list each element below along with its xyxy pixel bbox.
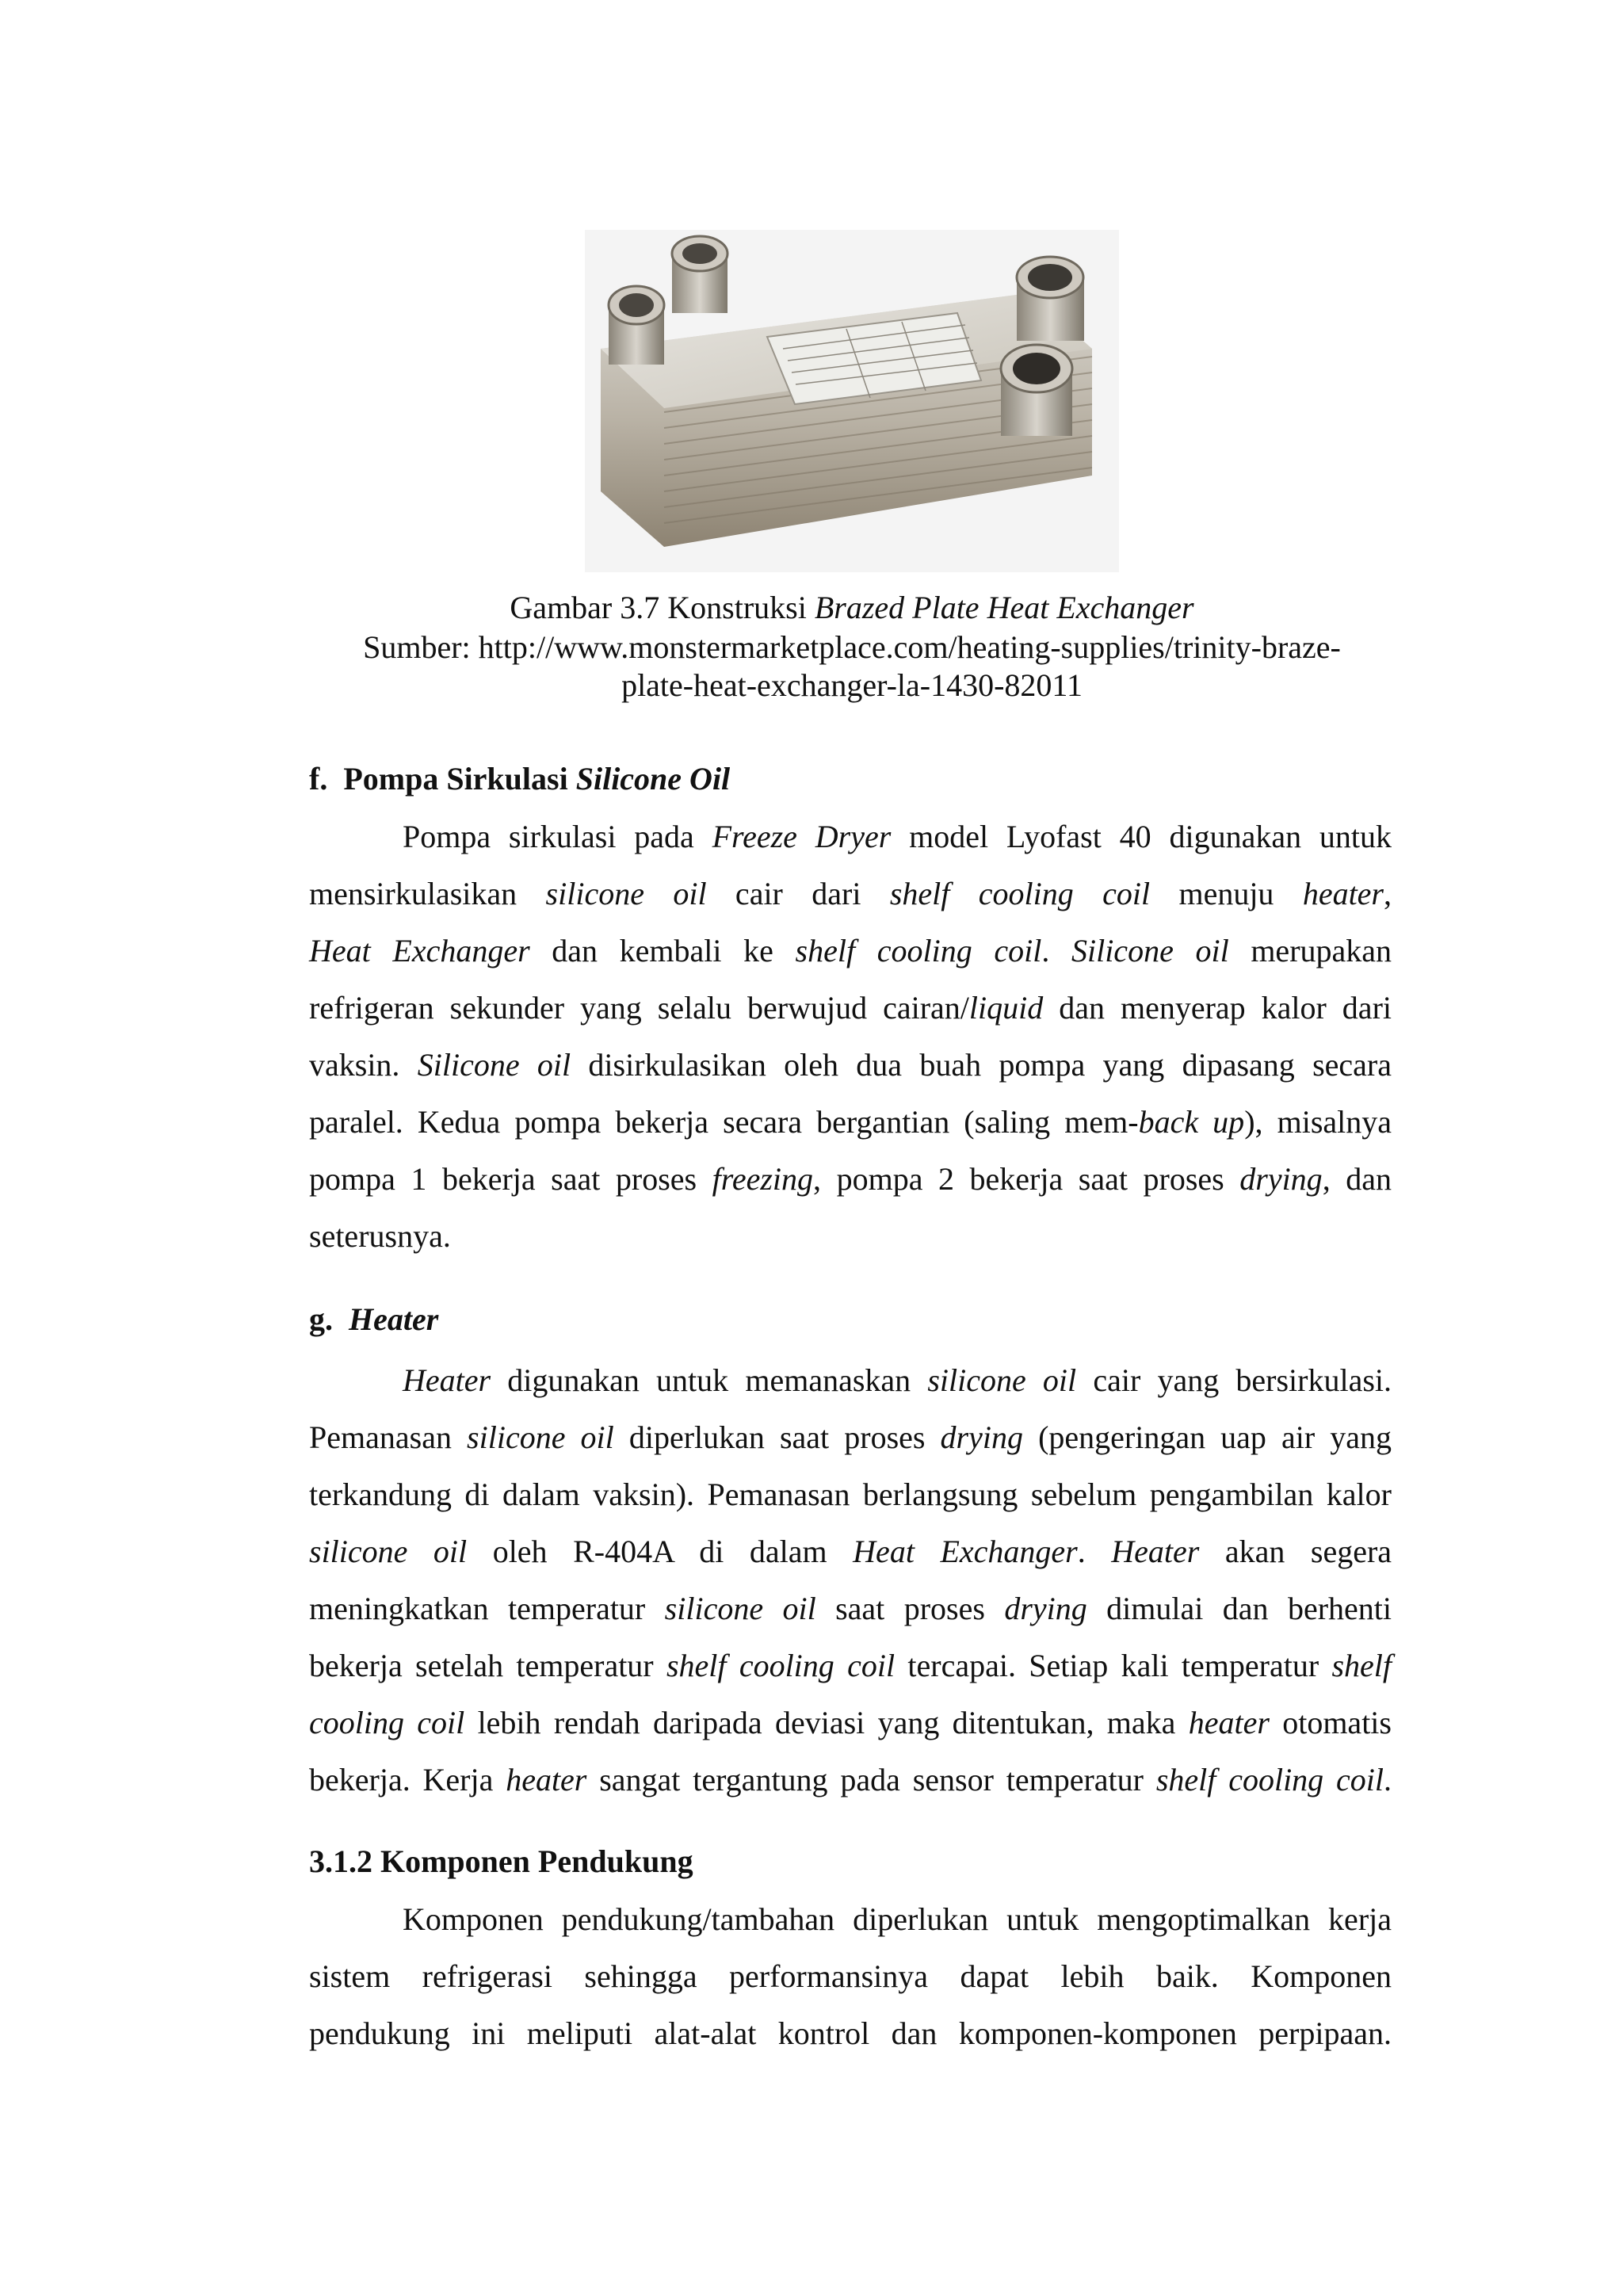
section-312-paragraph: [309, 1891, 1392, 2062]
section-f-heading-italic: Silicone Oil: [575, 761, 731, 797]
italic-term: silicone oil: [664, 1591, 816, 1626]
italic-term: drying: [1004, 1591, 1087, 1626]
text-run: cair yang bersirkulasi.: [1076, 1362, 1392, 1398]
italic-term: Freeze Dryer: [712, 819, 892, 854]
italic-term: cooling coil: [309, 1705, 465, 1740]
text-run: Pemanasan: [309, 1419, 468, 1455]
italic-term: silicone oil: [545, 876, 707, 911]
text-line: [309, 1523, 1392, 1580]
section-g-paragraph: [309, 1352, 1392, 1809]
text-run: diperlukan saat proses: [613, 1419, 941, 1455]
text-run: digunakan untuk memanaskan: [491, 1362, 928, 1398]
italic-term: heater: [506, 1762, 587, 1797]
text-run: .: [1077, 1534, 1112, 1569]
text-run: pendukung ini meliputi alat-alat kontrol dan komponen-komponen perpipaan.: [309, 2015, 1392, 2051]
text-run: cair dari: [706, 876, 890, 911]
italic-term: Silicone oil: [1071, 933, 1229, 968]
text-line: [309, 2005, 1392, 2062]
italic-term: drying: [940, 1419, 1023, 1455]
italic-term: shelf cooling coil: [889, 876, 1151, 911]
text-line: [309, 1409, 1392, 1466]
text-line: [309, 1580, 1392, 1637]
text-line: [309, 1891, 1392, 1948]
italic-term: heater: [1302, 876, 1384, 911]
text-line: [309, 980, 1392, 1037]
figure-source-line-1: Sumber: http://www.monstermarketplace.com/heating-supplies/trinity-braze-: [363, 629, 1341, 665]
text-run: vaksin.: [309, 1047, 418, 1083]
text-run: akan segera: [1199, 1534, 1392, 1569]
text-run: mensirkulasikan: [309, 876, 546, 911]
text-run: lebih rendah daripada deviasi yang ditentukan, maka: [464, 1705, 1189, 1740]
text-line: [309, 808, 1392, 865]
text-run: Pompa sirkulasi pada: [403, 819, 712, 854]
text-run: paralel. Kedua pompa bekerja secara bergantian (saling mem-: [309, 1104, 1139, 1140]
italic-term: shelf cooling coil: [1155, 1762, 1384, 1797]
text-run: Komponen pendukung/tambahan diperlukan untuk mengoptimalkan kerja: [403, 1901, 1392, 1937]
text-run: tercapai. Setiap kali temperatur: [895, 1648, 1332, 1683]
text-run: sistem refrigerasi sehingga performansinya dapat lebih baik. Komponen: [309, 1958, 1392, 1994]
text-run: , dan: [1322, 1161, 1392, 1197]
text-run: .: [1041, 933, 1071, 968]
text-run: otomatis: [1269, 1705, 1392, 1740]
text-run: seterusnya.: [309, 1218, 451, 1254]
italic-term: silicone oil: [927, 1362, 1077, 1398]
heat-exchanger-photo: [585, 230, 1119, 572]
text-run: , pompa 2 bekerja saat proses: [813, 1161, 1240, 1197]
caption-italic: Brazed Plate Heat Exchanger: [814, 590, 1194, 625]
text-line: [309, 1694, 1392, 1752]
text-run: merupakan: [1228, 933, 1392, 968]
text-run: sangat tergantung pada sensor temperatur: [586, 1762, 1156, 1797]
text-run: saat proses: [815, 1591, 1005, 1626]
text-line: [309, 1352, 1392, 1409]
text-run: dimulai dan berhenti: [1086, 1591, 1392, 1626]
text-line: [309, 1094, 1392, 1151]
text-run: ,: [1384, 876, 1392, 911]
text-run: .: [1384, 1762, 1392, 1797]
heat-exchanger-illustration: [585, 230, 1119, 572]
text-line: [309, 865, 1392, 923]
section-312-heading: 3.1.2 Komponen Pendukung: [309, 1843, 693, 1879]
text-line: [309, 1208, 1392, 1265]
text-run: pompa 1 bekerja saat proses: [309, 1161, 712, 1197]
italic-term: Heat Exchanger: [309, 933, 530, 968]
text-line: [309, 1466, 1392, 1523]
text-run: (pengeringan uap air yang: [1022, 1419, 1392, 1455]
section-g-heading-prefix: g.: [309, 1301, 349, 1337]
text-run: refrigeran sekunder yang selalu berwujud cairan/: [309, 990, 969, 1026]
text-line: [309, 923, 1392, 980]
section-g-heading: [309, 1301, 438, 1338]
italic-term: back up: [1138, 1104, 1245, 1140]
caption-prefix: Gambar 3.7 Konstruksi: [510, 590, 815, 625]
italic-term: freezing: [712, 1161, 814, 1197]
italic-term: heater: [1188, 1705, 1270, 1740]
section-f-heading: [309, 761, 730, 797]
text-run: disirkulasikan oleh dua buah pompa yang dipasang secara: [571, 1047, 1392, 1083]
text-run: dan menyerap kalor dari: [1043, 990, 1392, 1026]
text-run: bekerja. Kerja: [309, 1762, 506, 1797]
text-line: [309, 1948, 1392, 2005]
italic-term: liquid: [968, 990, 1044, 1026]
italic-term: Heater: [1111, 1534, 1200, 1569]
italic-term: shelf cooling coil: [666, 1648, 896, 1683]
text-run: menuju: [1150, 876, 1303, 911]
text-line: [309, 1037, 1392, 1094]
italic-term: shelf cooling coil: [795, 933, 1042, 968]
figure-source-line-2: plate-heat-exchanger-la-1430-82011: [621, 667, 1083, 703]
text-run: model Lyofast 40 digunakan untuk: [891, 819, 1392, 854]
italic-term: drying: [1239, 1161, 1323, 1197]
text-run: oleh R-404A di dalam: [467, 1534, 854, 1569]
italic-term: silicone oil: [309, 1534, 468, 1569]
section-f-heading-prefix: f. Pompa Sirkulasi: [309, 761, 576, 797]
text-run: bekerja setelah temperatur: [309, 1648, 666, 1683]
text-run: ), misalnya: [1244, 1104, 1392, 1140]
italic-term: Heater: [403, 1362, 491, 1398]
text-line: [309, 1151, 1392, 1208]
italic-term: Silicone oil: [417, 1047, 571, 1083]
text-run: meningkatkan temperatur: [309, 1591, 665, 1626]
text-line: [309, 1637, 1392, 1694]
figure-caption: [238, 590, 1466, 626]
section-g-heading-italic: Heater: [349, 1301, 439, 1337]
italic-term: silicone oil: [467, 1419, 614, 1455]
text-run: dan kembali ke: [529, 933, 796, 968]
italic-term: shelf: [1331, 1648, 1392, 1683]
section-f-paragraph: [309, 808, 1392, 1265]
italic-term: Heat Exchanger: [853, 1534, 1078, 1569]
text-run: terkandung di dalam vaksin). Pemanasan berlangsung sebelum pengambilan kalor: [309, 1477, 1392, 1512]
text-line: [309, 1752, 1392, 1809]
